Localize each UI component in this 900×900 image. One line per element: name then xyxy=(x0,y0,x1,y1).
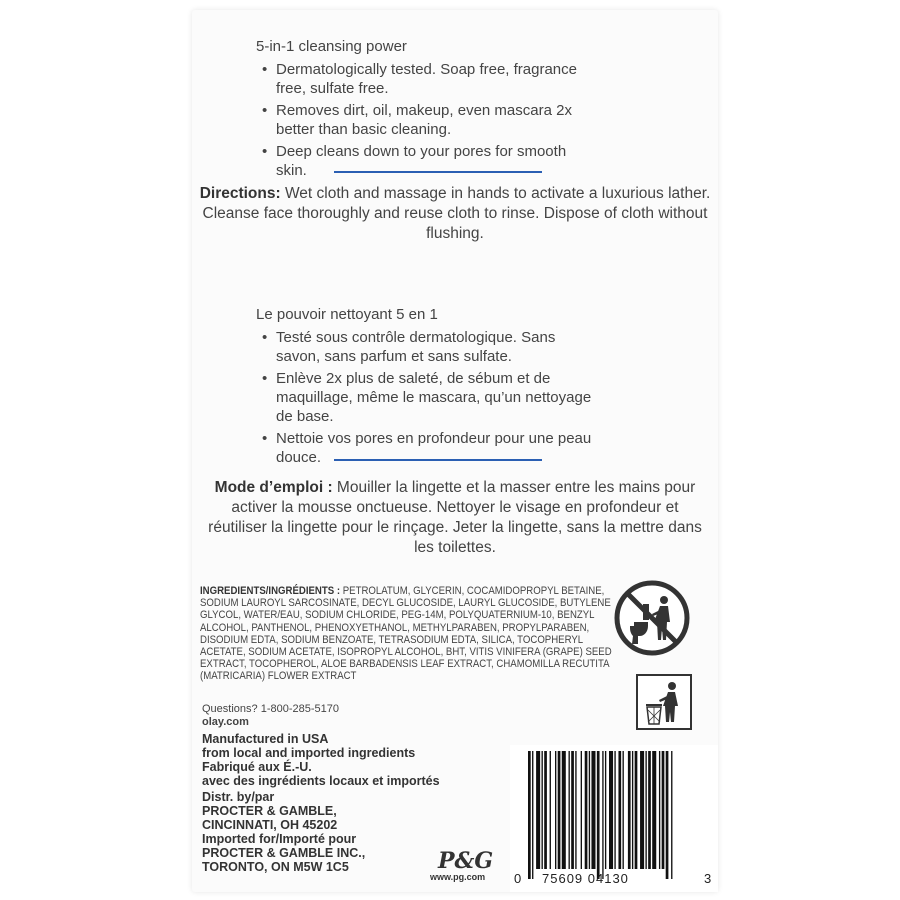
french-directions xyxy=(206,478,704,558)
questions-phone: Questions? 1-800-285-5170 xyxy=(202,703,339,715)
manufacturing-info xyxy=(202,732,502,788)
distributor-line: Distr. by/par xyxy=(202,790,275,804)
ingredients-block xyxy=(200,585,613,683)
distributor-line: PROCTER & GAMBLE, xyxy=(202,804,337,818)
distributor-line: PROCTER & GAMBLE INC., xyxy=(202,846,366,860)
directions-text: Wet cloth and massage in hands to activate a luxurious lather. Cleanse face thoroughly and reuse cloth to rinse. Dispose of cloth without flushing. xyxy=(202,185,711,242)
list-item: • Enlève 2x plus de saleté, de sébum et de maquillage, même le mascara, qu’un nettoyage de base. xyxy=(260,369,600,426)
mfg-line: Fabriqué aux É.-U. xyxy=(202,760,312,774)
barcode-middle-digits: 75609 04130 xyxy=(542,871,629,886)
list-item: • Testé sous contrôle dermatologique. Sans savon, sans parfum et sans sulfate. xyxy=(260,328,600,366)
distributor-line: Imported for/Importé pour xyxy=(202,832,357,846)
list-item: • Dermatologically tested. Soap free, fragrance free, sulfate free. xyxy=(260,60,590,98)
product-label-panel xyxy=(192,10,718,892)
mfg-line: Manufactured in USA xyxy=(202,732,329,746)
ingredients-label: INGREDIENTS/INGRÉDIENTS : xyxy=(200,585,341,597)
french-bullet-list xyxy=(260,328,600,470)
ingredients-text: PETROLATUM, GLYCERIN, COCAMIDOPROPYL BETAINE, SODIUM LAUROYL SARCOSINATE, DECYL GLUCOSIDE, LAURYL GLUCOSIDE, BUTYLENE GLYCOL, WATER/EAU, SODIUM CHLORIDE, PEG-14M, POLYQUATERNIUM-10, BENZYL ALCOHOL, PANTHENOL, PHENOXYETHANOL, METHYLPARABEN, PROPYLPARABEN, DISODIUM EDTA, SODIUM BENZOATE, TETRASODIUM EDTA, SILICA, TOCOPHERYL ACETATE, SODIUM ACETATE, ISOPROPYL ALCOHOL, BHT, VITIS VINIFERA (GRAPE) SEED EXTRACT, TOCOPHEROL, ALOE BARBADENSIS LEAF EXTRACT, CHAMOMILLA RECUTITA (MATRICARIA) FLOWER EXTRACT xyxy=(200,585,612,683)
mfg-line: avec des ingrédients locaux et importés xyxy=(202,774,440,788)
website-link: olay.com xyxy=(202,716,249,728)
mfg-line: from local and imported ingredients xyxy=(202,746,416,760)
trash-disposal-icon xyxy=(636,674,692,730)
distributor-line: TORONTO, ON M5W 1C5 xyxy=(202,860,349,874)
distributor-info xyxy=(202,790,462,874)
divider-rule xyxy=(334,459,542,461)
pg-logo: P&G xyxy=(438,848,494,874)
barcode-box xyxy=(510,745,718,892)
directions-text: Mouiller la lingette et la masser entre les mains pour activer la mousse onctueuse. Nettoyer le visage en profondeur et réutiliser la lingette pour le rinçage. Jeter la lingette, sans la mettre dans les toilettes. xyxy=(208,479,702,556)
english-heading: 5-in-1 cleansing power xyxy=(256,38,407,55)
no-flushing-icon xyxy=(612,578,692,658)
french-heading: Le pouvoir nettoyant 5 en 1 xyxy=(256,306,438,323)
list-item: • Nettoie vos pores en profondeur pour une peau douce. xyxy=(260,429,600,467)
divider-rule xyxy=(334,171,542,173)
directions-label: Directions: xyxy=(199,185,281,202)
list-item: • Removes dirt, oil, makeup, even mascara 2x better than basic cleaning. xyxy=(260,101,590,139)
barcode-left-digit: 0 xyxy=(514,871,522,886)
pg-url: www.pg.com xyxy=(430,872,486,882)
english-directions xyxy=(198,184,712,244)
english-bullet-list xyxy=(260,60,590,183)
barcode-bars xyxy=(514,751,714,881)
distributor-line: CINCINNATI, OH 45202 xyxy=(202,818,338,832)
directions-label: Mode d’emploi : xyxy=(214,479,333,496)
list-item: • Deep cleans down to your pores for smooth skin. xyxy=(260,142,590,180)
barcode-right-digit: 3 xyxy=(704,871,712,886)
